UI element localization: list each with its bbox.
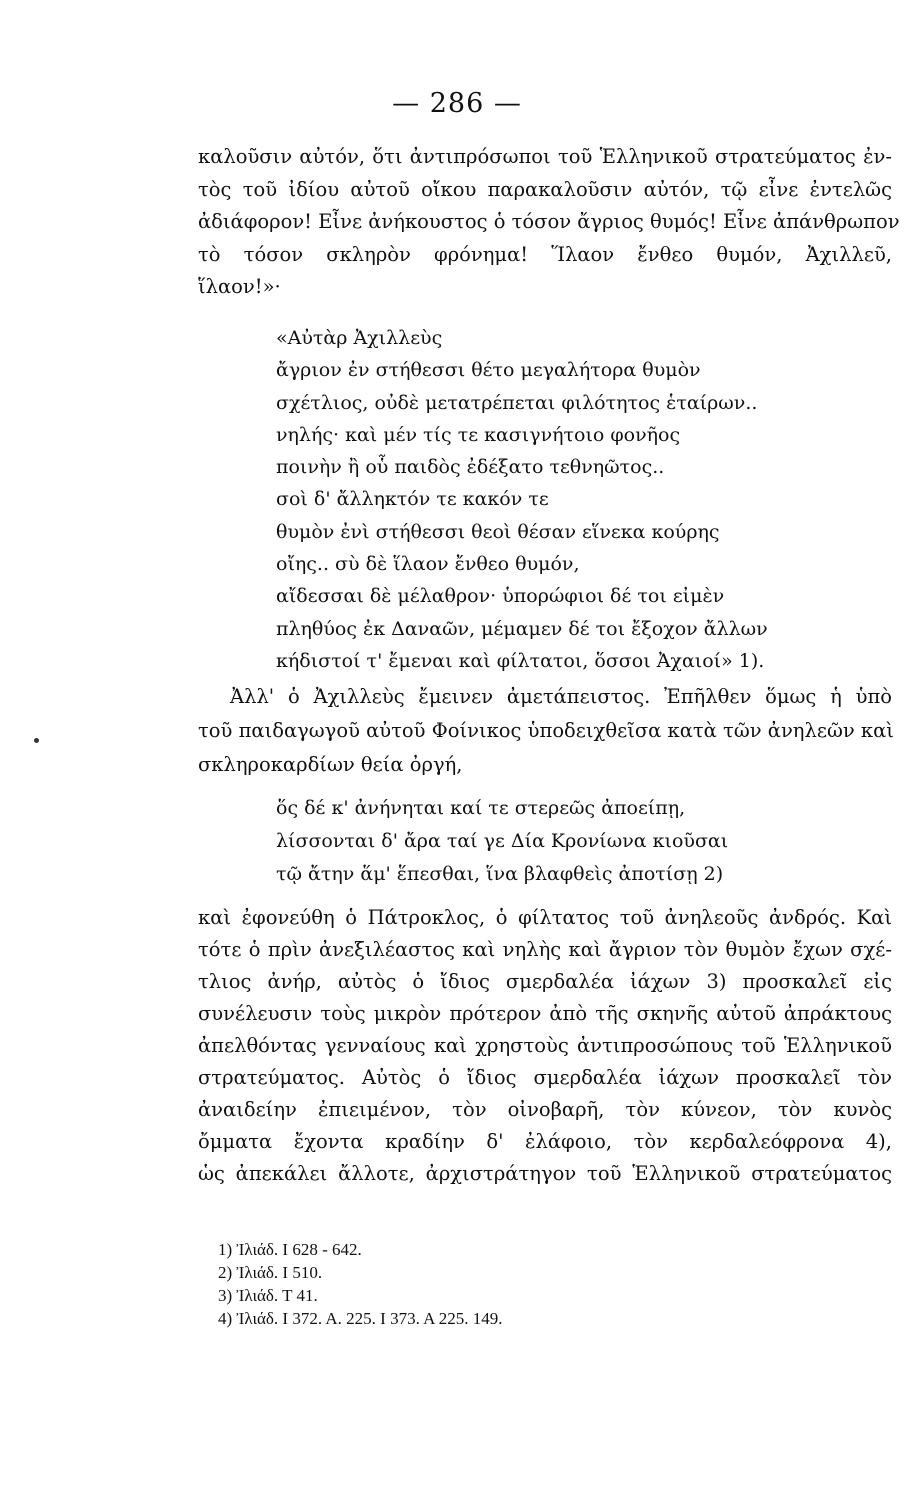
verse-line: τῷ ἄτην ἅμ' ἕπεσθαι, ἵνα βλαφθεὶς ἀποτίσῃ 2) <box>276 863 724 885</box>
verse-line: κήδιστοί τ' ἔμεναι καὶ φίλτατοι, ὅσσοι Ἀχαιοί» 1). <box>276 649 765 672</box>
verse-line: ἄγριον ἐν στήθεσσι θέτο μεγαλήτορα θυμὸν <box>276 359 701 382</box>
text-line: στρατεύματος. Αὐτὸς ὁ ἴδιος σμερδαλέα ἰάχων προσκαλεῖ τὸν <box>198 1066 892 1089</box>
quote-1 <box>276 322 836 677</box>
margin-speck <box>34 738 39 743</box>
verse-line: οἴης.. σὺ δὲ ἵλαον ἔνθεο θυμόν, <box>276 553 580 576</box>
verse-line: σχέτλιος, οὐδὲ μετατρέπεται φιλότητος ἑταίρων.. <box>276 391 758 414</box>
verse-line: ποινὴν ἢ οὗ παιδὸς ἐδέξατο τεθνηῶτος.. <box>276 456 665 479</box>
verse-line: πληθύος ἐκ Δαναῶν, μέμαμεν δέ τοι ἔξοχον ἄλλων <box>276 617 768 640</box>
text-line: τότε ὁ πρὶν ἀνεξιλέαστος καὶ νηλὴς καὶ ἄγριον τὸν θυμὸν ἔχων σχέ- <box>198 938 892 961</box>
text-line: τὸ τόσον σκληρὸν φρόνημα! Ἵλαον ἔνθεο θυμόν, Ἀχιλλεῦ, <box>198 242 892 266</box>
text-line: ἀδιάφορον! Εἶνε ἀνήκουστος ὁ τόσον ἄγριος θυμός! Εἶνε ἀπάνθρωπον <box>198 210 900 233</box>
text-line: καὶ ἐφονεύθη ὁ Πάτροκλος, ὁ φίλτατος τοῦ ἀνηλεοῦς ἀνδρός. Καὶ <box>198 906 892 929</box>
verse-line: ὅς δέ κ' ἀνήνηται καί τε στερεῶς ἀποείπῃ, <box>276 797 686 819</box>
paragraph-3 <box>198 902 892 1190</box>
verse-line: αἴδεσσαι δὲ μέλαθρον· ὑπορώφιοι δέ τοι εἰμὲν <box>276 585 725 608</box>
text-line: συνέλευσιν τοὺς μικρὸν πρότερον ἀπὸ τῆς σκηνῆς αὐτοῦ ἀπράκτους <box>198 1002 892 1025</box>
verse-line: νηλής· καὶ μέν τίς τε κασιγνήτοιο φονῆος <box>276 423 681 446</box>
footnote: 1) Ἰλιάδ. Ι 628 - 642. <box>218 1240 362 1259</box>
text-line: τὸς τοῦ ἰδίου αὐτοῦ οἴκου παρακαλοῦσιν αὐτόν, τῷ εἶνε ἐντελῶς <box>198 177 892 201</box>
quote-2 <box>276 792 836 891</box>
text-line: ἀπελθόντας γενναίους καὶ χρηστοὺς ἀντιπροσώπους τοῦ Ἑλληνικοῦ <box>198 1034 892 1057</box>
footnote: 4) Ἰλιάδ. Ι 372. Α. 225. Ι 373. Α 225. 149. <box>218 1309 503 1328</box>
footnote: 3) Ἰλιάδ. Τ 41. <box>218 1286 318 1305</box>
verse-line: λίσσονται δ' ἄρα ταί γε Δία Κρονίωνα κιοῦσαι <box>276 830 729 852</box>
text-line: σκληροκαρδίων θεία ὀργή, <box>198 753 463 776</box>
footnotes <box>218 1238 718 1330</box>
text-line: τοῦ παιδαγωγοῦ αὐτοῦ Φοίνικος ὑποδειχθεῖσα κατὰ τῶν ἀνηλεῶν καὶ <box>198 719 894 742</box>
text-line: ἀναιδείην ἐπιειμένον, τὸν οἰνοβαρῆ, τὸν κύνεον, τὸν κυνὸς <box>198 1098 892 1121</box>
paragraph-2 <box>198 680 892 782</box>
verse-line: θυμὸν ἐνὶ στήθεσσι θεοὶ θέσαν εἵνεκα κούρης <box>276 520 720 543</box>
paragraph-1 <box>198 141 900 304</box>
text-line: τλιος ἀνήρ, αὐτὸς ὁ ἴδιος σμερδαλέα ἰάχων 3) προσκαλεῖ εἰς <box>198 970 892 993</box>
text-line: Ἀλλ' ὁ Ἀχιλλεὺς ἔμεινεν ἀμετάπειστος. Ἐπῆλθεν ὅμως ἡ ὑπὸ <box>230 685 892 708</box>
text-line: ὄμματα ἔχοντα κραδίην δ' ἐλάφοιο, τὸν κερδαλεόφρονα 4), <box>198 1130 892 1153</box>
text-line: καλοῦσιν αὐτόν, ὅτι ἀντιπρόσωποι τοῦ Ἑλληνικοῦ στρατεύματος ἐν- <box>198 145 892 168</box>
page-number: — 286 — <box>392 88 522 119</box>
verse-line: «Αὐτὰρ Ἀχιλλεὺς <box>276 327 443 349</box>
text-line: ὡς ἀπεκάλει ἄλλοτε, ἀρχιστράτηγον τοῦ Ἑλληνικοῦ στρατεύματος <box>198 1162 892 1185</box>
text-line: ἵλαον!»· <box>198 275 281 298</box>
verse-line: σοὶ δ' ἄλληκτόν τε κακόν τε <box>276 488 549 511</box>
footnote: 2) Ἰλιάδ. Ι 510. <box>218 1263 323 1282</box>
